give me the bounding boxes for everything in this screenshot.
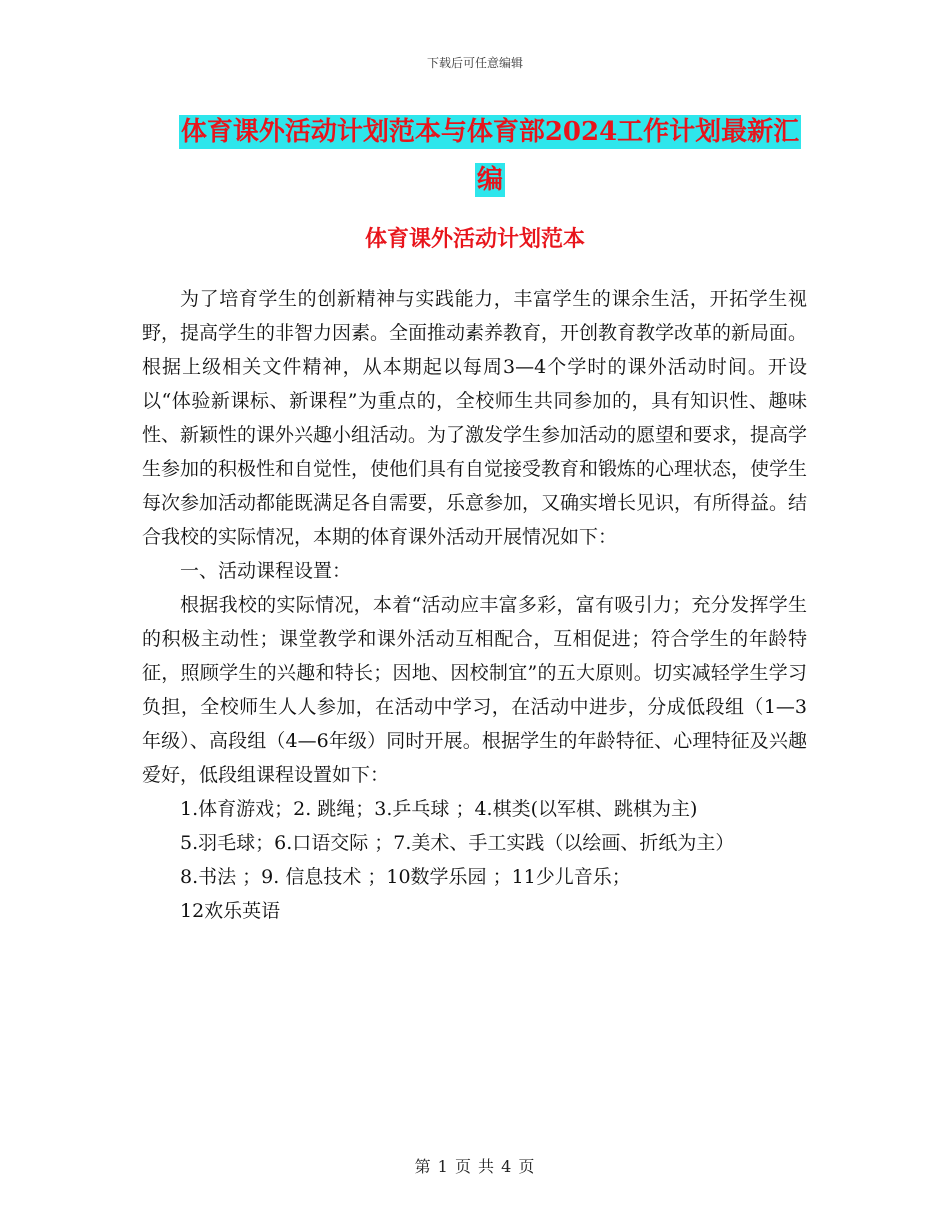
page-header: 下载后可任意编辑 bbox=[426, 56, 523, 70]
heading-course-setup: 一、活动课程设置： bbox=[180, 560, 352, 582]
page-footer: 第 1 页 共 4 页 bbox=[414, 1157, 536, 1176]
document-title-line-2: 编 bbox=[476, 165, 503, 195]
document-title bbox=[150, 108, 830, 204]
document-body bbox=[142, 282, 807, 928]
paragraph-principles: 根据我校的实际情况，本着“活动应丰富多彩，富有吸引力；充分发挥学生的积极主动性；课堂教学和课外活动互相配合，互相促进；符合学生的年龄特征，照顾学生的兴趣和特长；因地、因校制宜”的五大原则。切实减轻学生学习负担，全校师生人人参加，在活动中学习，在活动中进步，分成低段组（1—3年级）、高段组（4—6年级）同时开展。根据学生的年龄特征、心理特征及兴趣爱好，低段组课程设置如下： bbox=[142, 594, 807, 786]
course-list-line-4: 12欢乐英语 bbox=[180, 900, 281, 922]
section-title: 体育课外活动计划范本 bbox=[364, 226, 585, 252]
course-list-line-2: 5.羽毛球；6.口语交际 ；7.美术、手工实践（以绘画、折纸为主） bbox=[180, 832, 735, 854]
course-list-line-1: 1.体育游戏；2. 跳绳；3.乒乓球 ；4.棋类(以军棋、跳棋为主) bbox=[180, 798, 698, 820]
course-list-line-3: 8.书法 ；9. 信息技术 ；10数学乐园 ；11少儿音乐； bbox=[180, 866, 631, 888]
paragraph-intro: 为了培育学生的创新精神与实践能力，丰富学生的课余生活，开拓学生视野，提高学生的非智力因素。全面推动素养教育，开创教育教学改革的新局面。根据上级相关文件精神，从本期起以每周3—4个学时的课外活动时间。开设以“体验新课标、新课程”为重点的，全校师生共同参加的，具有知识性、趣味性、新颖性的课外兴趣小组活动。为了激发学生参加活动的愿望和要求，提高学生参加的积极性和自觉性，使他们具有自觉接受教育和锻炼的心理状态，使学生每次参加活动都能既满足各自需要，乐意参加，又确实增长见识，有所得益。结合我校的实际情况，本期的体育课外活动开展情况如下： bbox=[142, 288, 808, 548]
document-title-line-1: 体育课外活动计划范本与体育部2024工作计划最新汇 bbox=[180, 117, 800, 147]
